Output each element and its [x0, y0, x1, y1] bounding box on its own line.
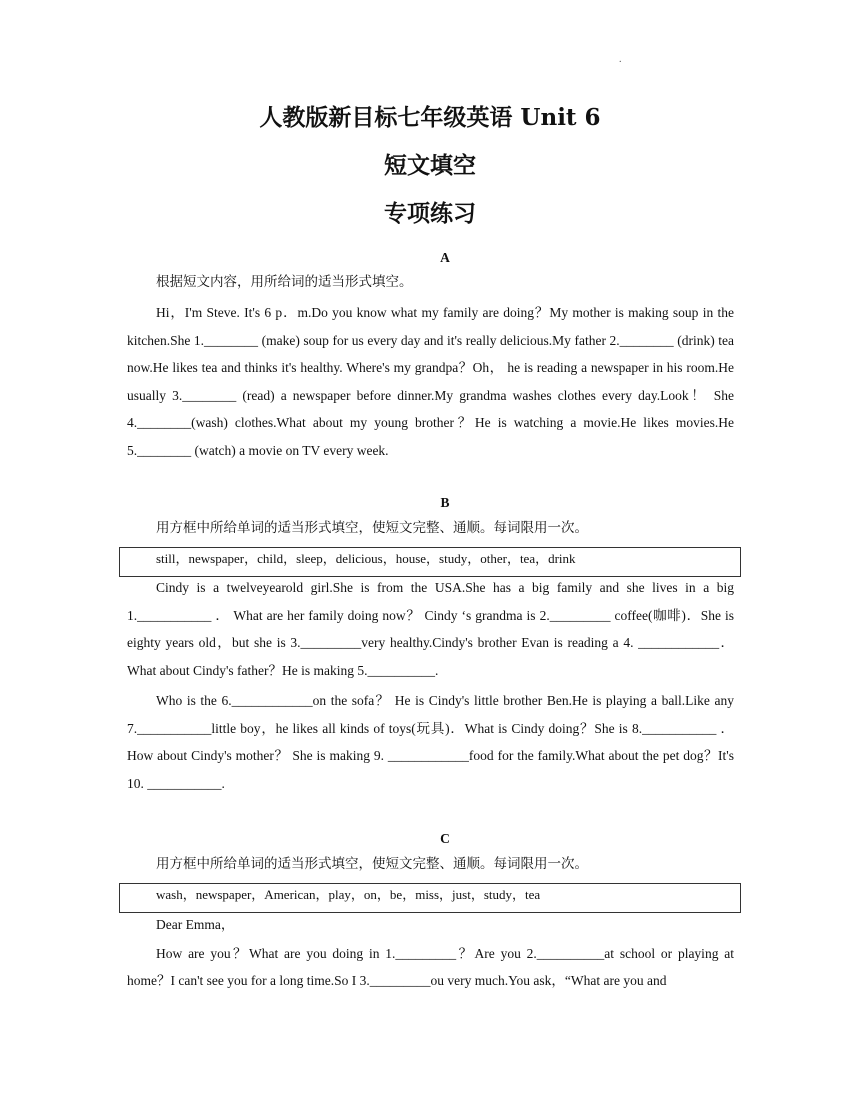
section-b-instruction: 用方框中所给单词的适当形式填空，使短文完整、通顺。每词限用一次。	[156, 520, 588, 535]
section-c-instruction: 用方框中所给单词的适当形式填空，使短文完整、通顺。每词限用一次。	[156, 856, 588, 871]
document-title: 人教版新目标七年级英语 Unit 6	[259, 104, 601, 131]
section-a-label: A	[440, 250, 450, 265]
section-b-paragraph-1: Cindy is a twelveyearold girl.She is from the USA.She has a big family and she lives in a big 1.___________ ． What are her family doing now？ Cindy ‘s grandma is 2._________ coffee(咖啡)．She is eighty years old，but she is 3._________very healthy.Cindy's brother Evan is reading a 4. ____________．What about Cindy's father？He is making 5.__________.	[127, 580, 734, 678]
section-a-instruction: 根据短文内容，用所给词的适当形式填空。	[156, 274, 413, 289]
section-c-greeting: Dear Emma，	[156, 917, 235, 932]
section-c-paragraph-1: How are you？What are you doing in 1._________？Are you 2.__________at school or playing at home？I can't see you for a long time.So I 3._________ou very much.You ask，“What are you and	[127, 945, 734, 988]
section-b-paragraph-2: Who is the 6.____________on the sofa？ He is Cindy's little brother Ben.He is playing a ball.Like any 7.___________little boy，he likes all kinds of toys(玩具)．What is Cindy doing？She is 8.___________ ． How about Cindy's mother？ She is making 9. ____________food for the family.What about the pet dog？It's 10. ___________.	[127, 693, 734, 791]
document-subtitle-2: 专项练习	[384, 200, 476, 227]
section-b-label: B	[440, 495, 450, 510]
header-mark: .	[619, 54, 622, 65]
section-c-passage	[127, 911, 734, 995]
section-c-label: C	[440, 831, 450, 846]
section-c-word-list: wash，newspaper，American，play，on，be，miss，just，study，tea	[156, 887, 541, 902]
section-b-word-list: still，newspaper，child，sleep，delicious，house，study，other，tea，drink	[156, 551, 576, 566]
section-a-paragraph: Hi，I'm Steve. It's 6 p．m.Do you know what my family are doing？My mother is making soup in the kitchen.She 1.________ (make) soup for us every day and it's really delicious.My father 2.________ (drink) tea now.He likes tea and thinks it's healthy. Where's my grandpa？Oh， he is reading a newspaper in his room.He usually 3.________ (read) a newspaper before dinner.My grandma washes clothes every day.Look！ She 4.________(wash) clothes.What about my young brother？He is watching a movie.He likes movies.He 5.________ (watch) a movie on TV every week.	[127, 305, 734, 458]
section-a-passage	[127, 299, 734, 464]
section-b-passage	[127, 574, 734, 797]
document-subtitle: 短文填空	[384, 152, 476, 179]
